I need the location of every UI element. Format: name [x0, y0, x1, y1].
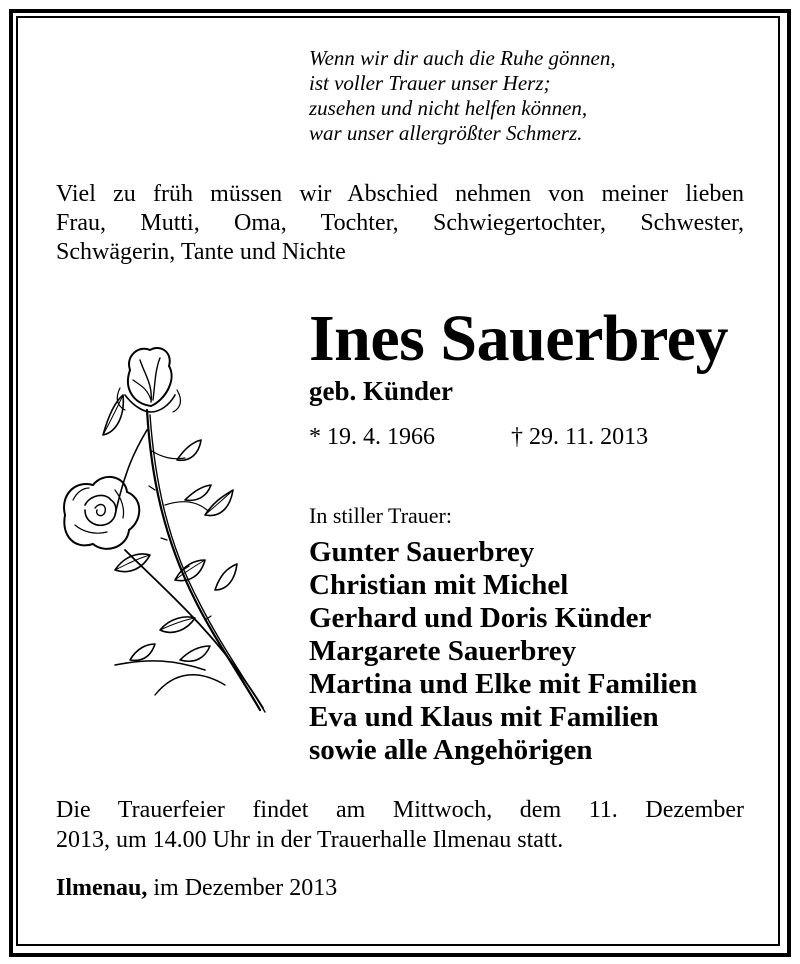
- mourner-name: Martina und Elke mit Familien: [309, 668, 698, 700]
- place-date: im Dezember 2013: [147, 875, 338, 901]
- poem-line: war unser allergrößter Schmerz.: [309, 121, 583, 145]
- mourner-name: Gunter Sauerbrey: [309, 536, 535, 568]
- poem-line: ist voller Trauer unser Herz;: [309, 71, 551, 95]
- birth-name: geb. Künder: [309, 376, 454, 406]
- mourner-name: Christian mit Michel: [309, 569, 569, 601]
- funeral-line: 2013, um 14.00 Uhr in der Trauerhalle Ilmenau statt.: [56, 827, 564, 853]
- mourner-name: Gerhard und Doris Künder: [309, 602, 652, 634]
- intro-line: Schwägerin, Tante und Nichte: [56, 239, 346, 265]
- rose-illustration-icon: [55, 340, 275, 725]
- mourning-label: In stiller Trauer:: [309, 503, 452, 528]
- funeral-notice: [56, 795, 744, 855]
- poem-line: zusehen und nicht helfen können,: [309, 96, 588, 120]
- intro-line: Frau, Mutti, Oma, Tochter, Schwiegertochter, Schwester,: [56, 210, 744, 236]
- mourners-list: [309, 536, 697, 767]
- mourner-name: sowie alle Angehörigen: [309, 734, 593, 766]
- place-and-date: [56, 875, 337, 902]
- intro-text: [56, 180, 744, 267]
- deceased-name: Ines Sauerbrey: [309, 302, 728, 375]
- place-city: Ilmenau,: [56, 875, 148, 901]
- memorial-poem: [309, 46, 616, 146]
- death-date: † 29. 11. 2013: [511, 424, 649, 450]
- birth-date: * 19. 4. 1966: [309, 424, 435, 450]
- funeral-line: Die Trauerfeier findet am Mittwoch, dem 11. Dezember: [56, 797, 744, 823]
- life-dates: [309, 424, 649, 451]
- poem-line: Wenn wir dir auch die Ruhe gönnen,: [309, 46, 616, 70]
- mourner-name: Eva und Klaus mit Familien: [309, 701, 659, 733]
- mourner-name: Margarete Sauerbrey: [309, 635, 577, 667]
- intro-line: Viel zu früh müssen wir Abschied nehmen von meiner lieben: [56, 181, 744, 207]
